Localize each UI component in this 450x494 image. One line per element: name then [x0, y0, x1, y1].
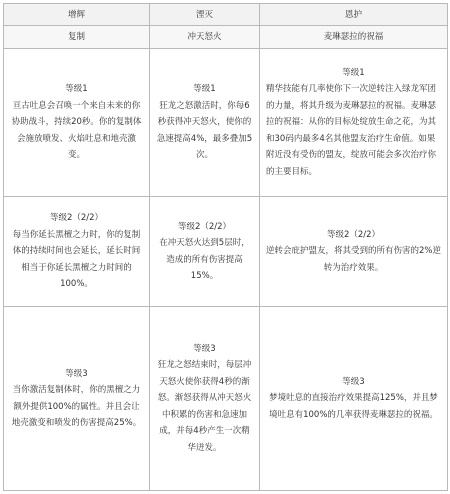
table-cell [150, 197, 260, 307]
table-cell [4, 307, 150, 491]
table-cell [150, 307, 260, 491]
table-row [4, 197, 448, 307]
power-name-fuzhi: 复制 [4, 26, 150, 49]
header-row [4, 4, 448, 26]
level-label: 等级2（2/2） [326, 229, 381, 240]
table-cell [4, 197, 150, 307]
column-header-yanmie: 湮灭 [150, 4, 260, 26]
table-cell [4, 49, 150, 197]
level-label: 等级2（2/2） [177, 221, 232, 232]
table-row [4, 49, 448, 197]
power-name-blessing: 麦琳瑟拉的祝福 [260, 26, 448, 49]
power-name-row [4, 26, 448, 49]
table-cell [260, 49, 448, 197]
level-label: 等级3 [65, 368, 88, 379]
level-description: 狂龙之怒结束时，每层冲天怒火使你获得4秒的渐怒。渐怒获得从冲天怒火中积累的伤害和急速加成，并每4秒产生一次精华迸发。 [157, 360, 252, 453]
power-name-chongtian-nuhuo: 冲天怒火 [150, 26, 260, 49]
level-description: 梦境吐息的直接治疗效果提高125%，并且梦境吐息有100%的几率获得麦琳瑟拉的祝福。 [269, 393, 438, 420]
table-row [4, 307, 448, 491]
table-cell [260, 197, 448, 307]
level-description: 逆转会庇护盟友，将其受到的所有伤害的2%逆转为治疗效果。 [266, 246, 441, 273]
column-header-enhu: 恩护 [260, 4, 448, 26]
column-header-zenghui: 增辉 [4, 4, 150, 26]
table-cell [260, 307, 448, 491]
level-label: 等级1 [342, 67, 365, 78]
level-description: 精华技能有几率使你下一次逆转注入绿龙军团的力量，将其升级为麦琳瑟拉的祝福。麦琳瑟拉的祝福：从你的目标处绽放生命之花，为其和30码内最多4名其他盟友治疗生命值。如果附近没有受伤的盟友，绽放可能会多次治疗你的主要目标。 [266, 84, 437, 177]
level-label: 等级1 [193, 84, 216, 95]
level-label: 等级2（2/2） [49, 213, 104, 224]
level-label: 等级1 [65, 84, 88, 95]
level-description: 亘古吐息会召唤一个来自未来的你协助战斗，持续20秒。你的复制体会施放喷发、火焰吐息和地壳激变。 [11, 100, 142, 161]
table-cell [150, 49, 260, 197]
level-label: 等级3 [342, 376, 365, 387]
level-description: 每当你延长黑檀之力时，你的复制体的持续时间也会延长，延长时间相当于你延长黑檀之力时间的100%。 [12, 229, 141, 290]
level-description: 狂龙之怒激活时，你每6秒获得冲天怒火，使你的急速提高4%，最多叠加5次。 [156, 100, 253, 161]
level-label: 等级3 [193, 343, 216, 354]
set-bonus-table [3, 3, 448, 491]
level-description: 在冲天怒火达到5层时，造成的所有伤害提高15%。 [159, 238, 250, 282]
level-description: 当你激活复制体时，你的黑檀之力额外提供100%的属性。并且会让地壳激变和喷发的伤害提高25%。 [11, 385, 142, 429]
